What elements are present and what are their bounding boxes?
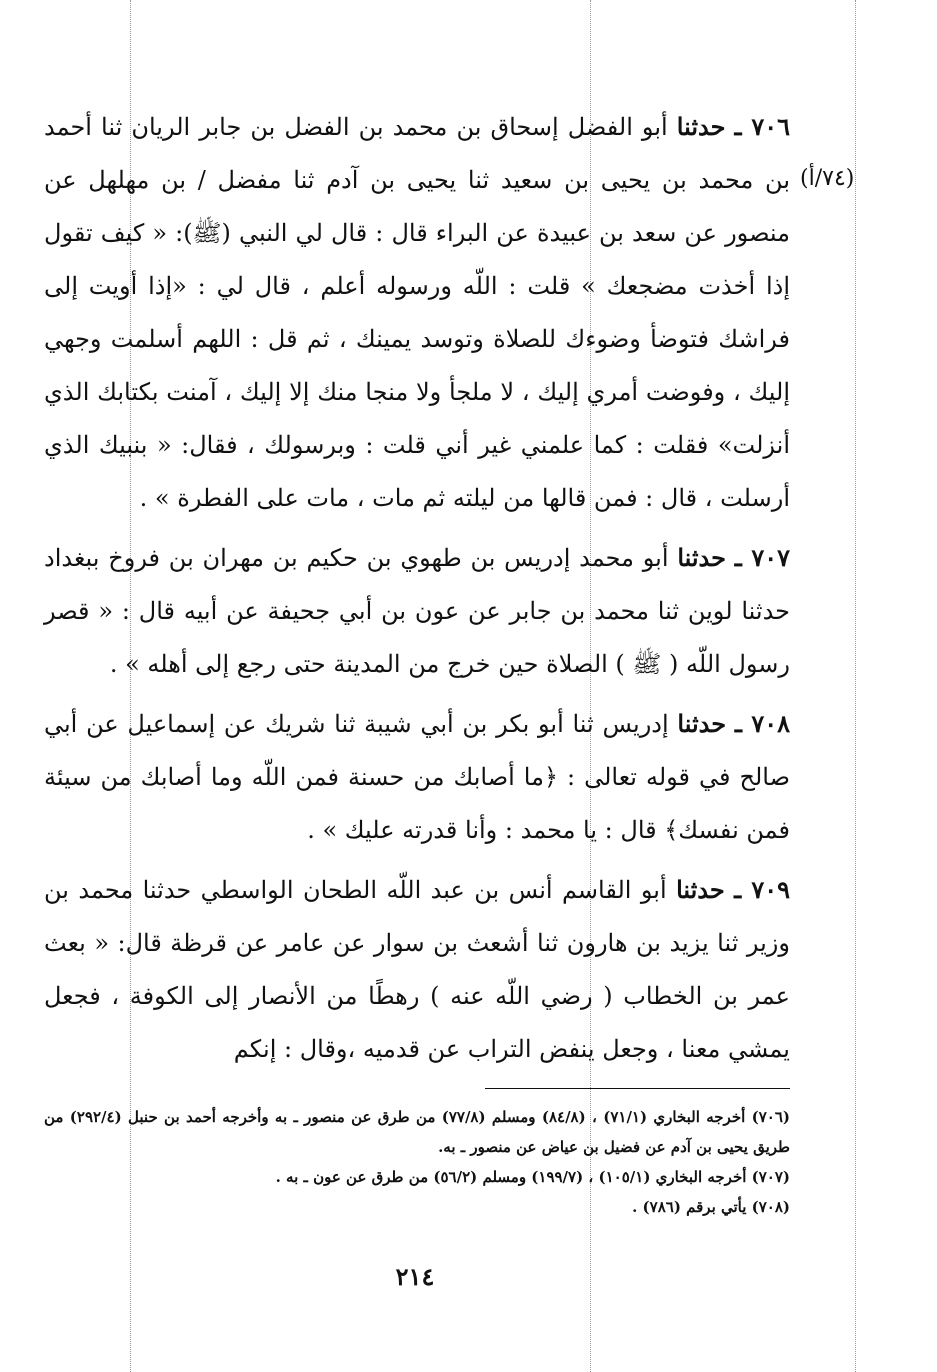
hadith-text: أبو محمد إدريس بن طهوي بن حكيم بن مهران بن فروخ ببغداد حدثنا لوين ثنا محمد بن جابر عن عون بن أبي جحيفة عن أبيه قال : « قصر رسول اللّه ( ﷺ ) الصلاة حين خرج من المدينة حتى رجع إلى أهله » . bbox=[44, 544, 790, 678]
hadith-number: ٧٠٧ ـ bbox=[734, 543, 790, 572]
scan-dotted-guide bbox=[855, 0, 856, 1372]
hadith-text: أبو الفضل إسحاق بن محمد بن الفضل بن جابر الريان ثنا أحمد بن محمد بن يحيى بن سعيد ثنا يحيى بن آدم ثنا مفضل / بن مهلهل عن منصور عن سعد بن عبيدة عن البراء قال : قال لي النبي (ﷺ): « كيف تقول إذا أخذت مضجعك » قلت : اللّه ورسوله أعلم ، قال لي : «إذا أويت إلى فراشك فتوضأ وضوءك للصلاة وتوسد يمينك ، ثم قل : اللهم أسلمت وجهي إليك ، وفوضت أمري إليك ، لا ملجأ ولا منجا منك إلا إليك ، آمنت بكتابك الذي أنزلت» فقلت : كما علمني غير أني قلت : وبرسولك ، فقال: « بنبيك الذي أرسلت ، قال : فمن قالها من ليلته ثم مات ، مات على الفطرة » . bbox=[44, 113, 790, 512]
hadith-text: أبو القاسم أنس بن عبد اللّه الطحان الواسطي حدثنا محمد بن وزير ثنا يزيد بن هارون ثنا أشعث بن سوار عن عامر عن قرظة قال: « بعث عمر بن الخطاب ( رضي اللّه عنه ) رهطًا من الأنصار إلى الكوفة ، فجعل يمشي معنا ، وجعل ينفض التراب عن قدميه ،وقال : إنكم bbox=[44, 876, 790, 1063]
hadith-707 bbox=[44, 531, 790, 691]
footnotes bbox=[44, 1102, 790, 1222]
hadith-head: حدثنا bbox=[676, 112, 726, 141]
main-text bbox=[44, 100, 790, 1082]
hadith-text: إدريس ثنا أبو بكر بن أبي شيبة ثنا شريك عن إسماعيل عن أبي صالح في قوله تعالى : ﴿ما أصابك من حسنة فمن اللّه وما أصابك من سيئة فمن نفسك﴾ قال : يا محمد : وأنا قدرته عليك » . bbox=[44, 710, 790, 844]
hadith-head: حدثنا bbox=[676, 875, 725, 904]
hadith-708 bbox=[44, 697, 790, 857]
hadith-head: حدثنا bbox=[677, 543, 726, 572]
hadith-706 bbox=[44, 100, 790, 525]
hadith-number: ٧٠٨ ـ bbox=[734, 709, 790, 738]
hadith-number: ٧٠٩ ـ bbox=[734, 875, 790, 904]
footnote: (٧٠٧) أخرجه البخاري (١٠٥/١) ، (١٩٩/٧) ومسلم (٥٦/٢) من طرق عن عون ـ به . bbox=[275, 1168, 790, 1186]
footnote-separator bbox=[485, 1088, 790, 1089]
footnote: (٧٠٨) يأتي برقم (٧٨٦) . bbox=[632, 1198, 790, 1216]
hadith-number: ٧٠٦ ـ bbox=[734, 112, 791, 141]
hadith-head: حدثنا bbox=[677, 709, 727, 738]
margin-folio-reference: (٧٤/أ) bbox=[800, 166, 855, 191]
footnote: (٧٠٦) أخرجه البخاري (٧١/١) ، (٨٤/٨) ومسلم (٧٧/٨) من طرق عن منصور ـ به وأخرجه أحمد بن حنبل (٢٩٢/٤) من طريق يحيى بن آدم عن فضيل بن عياض عن منصور ـ به. bbox=[44, 1108, 790, 1156]
hadith-709 bbox=[44, 863, 790, 1076]
page-number: ٢١٤ bbox=[395, 1262, 435, 1291]
